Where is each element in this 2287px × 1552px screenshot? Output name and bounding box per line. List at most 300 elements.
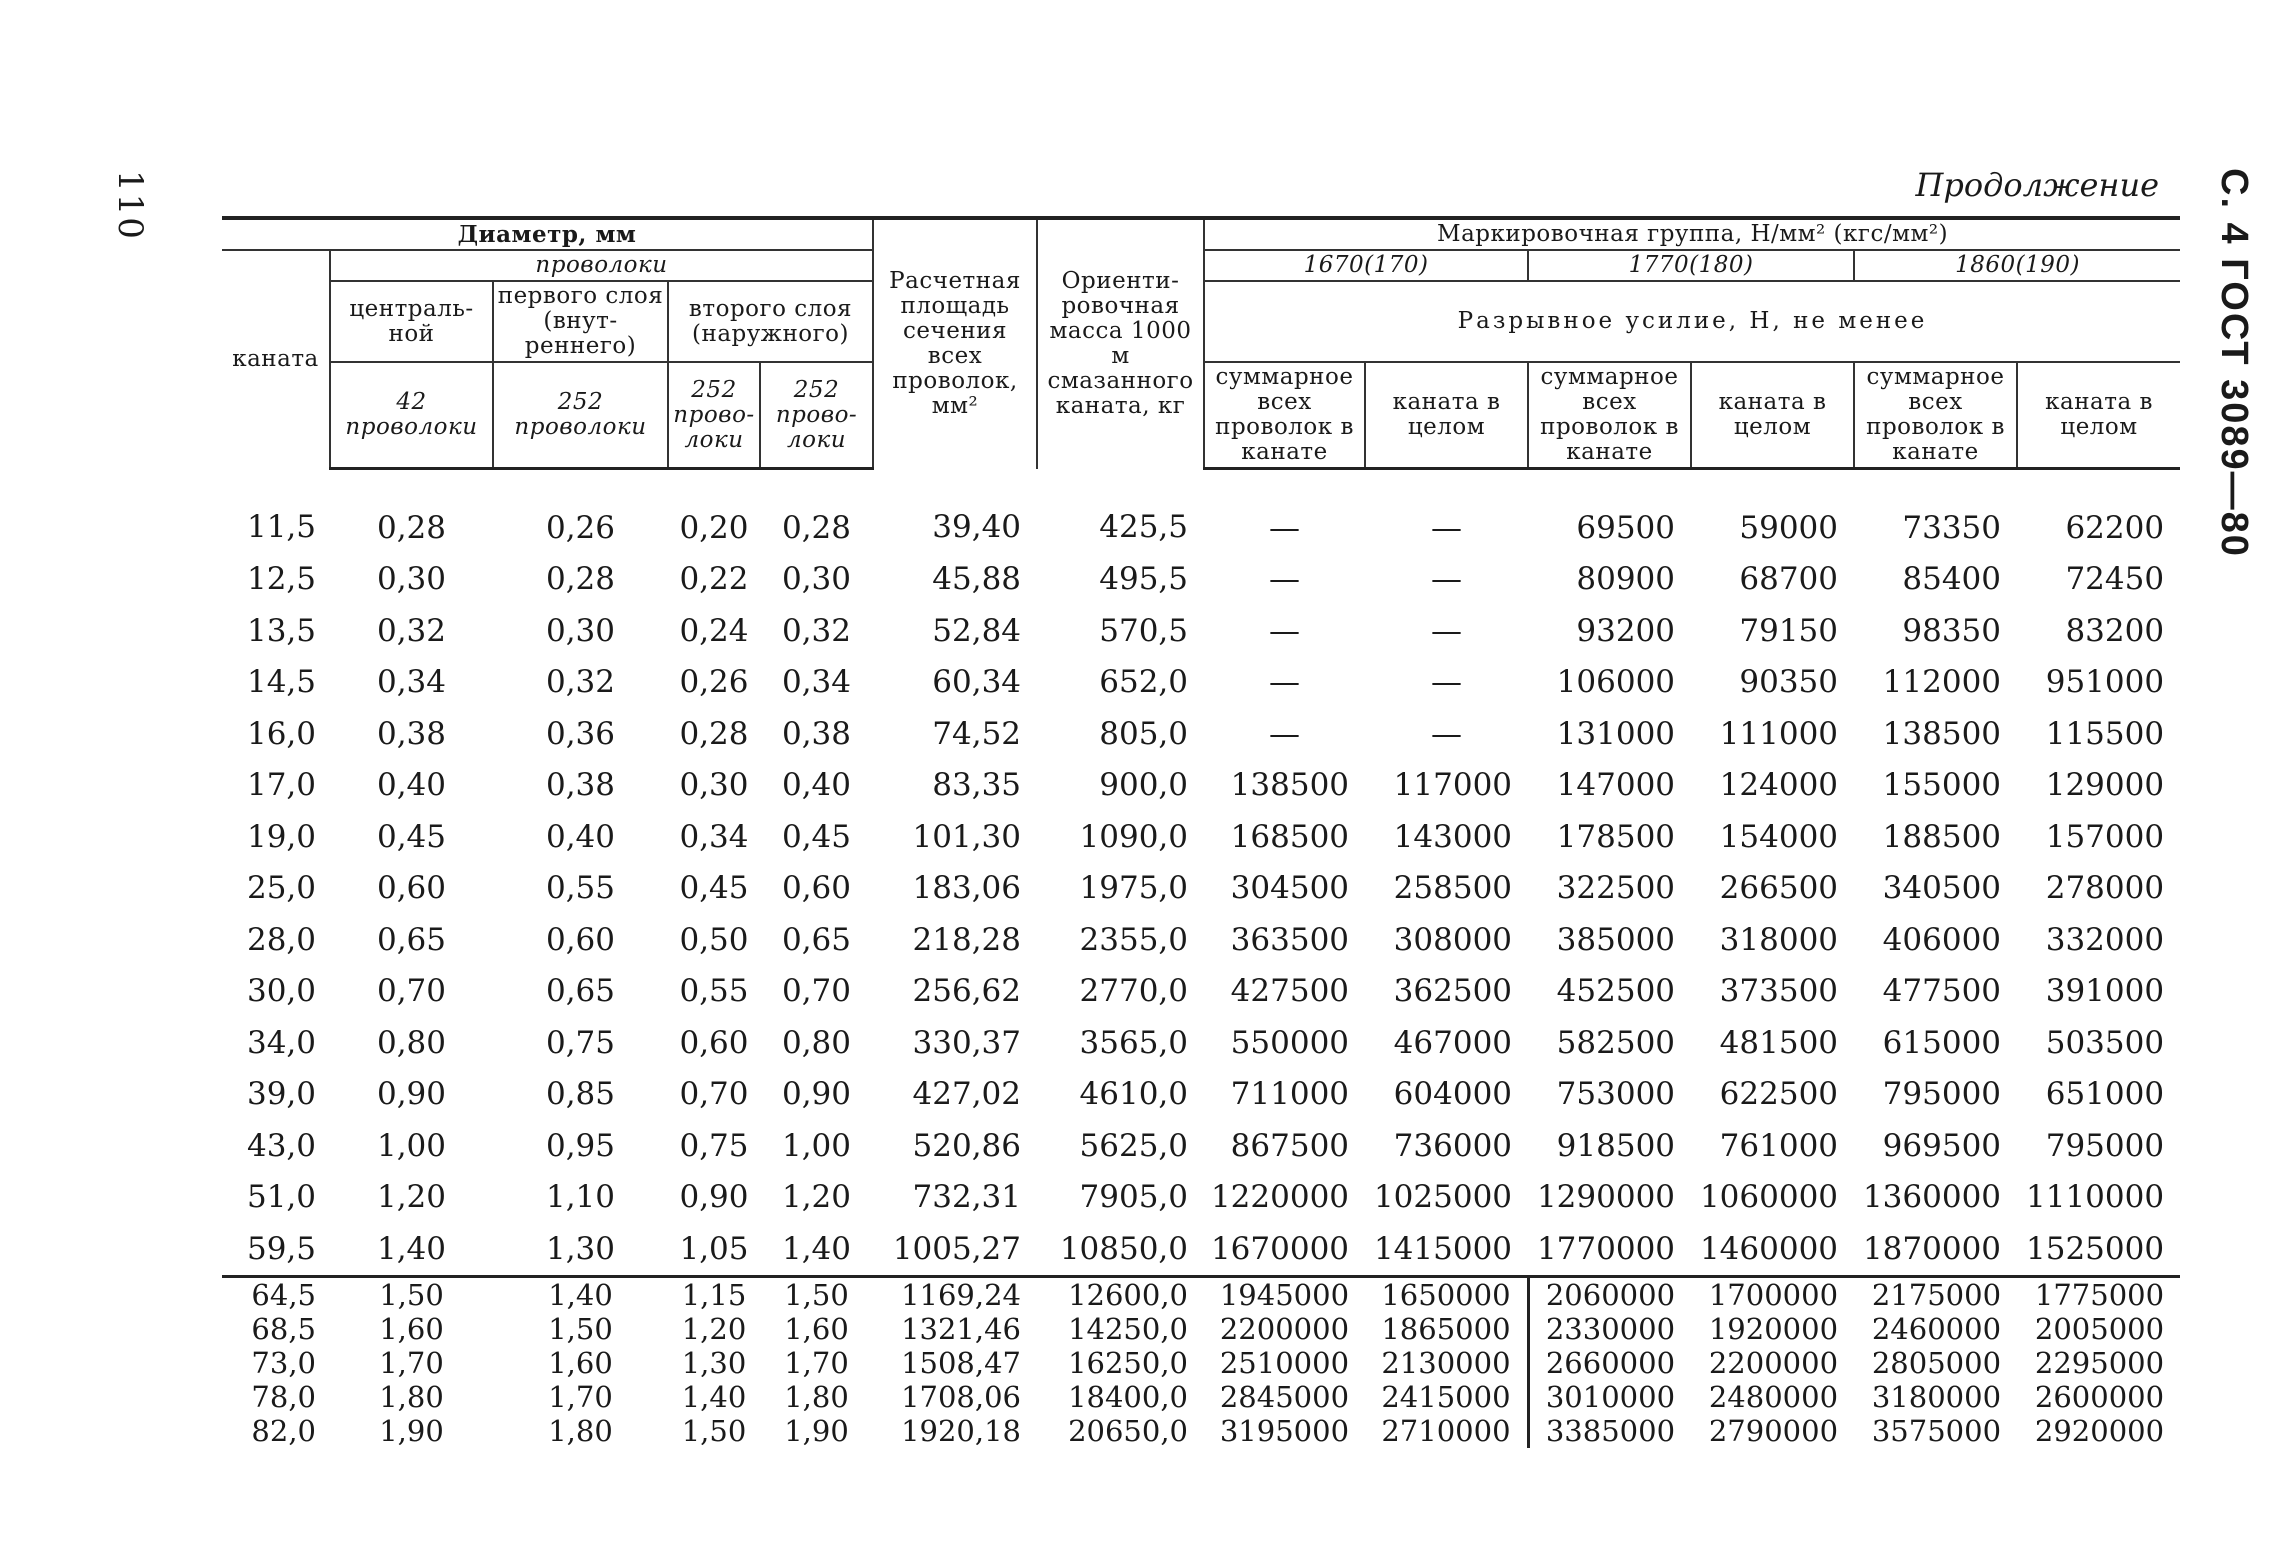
table-cell: 12600,0 <box>1068 1277 1189 1312</box>
table-cell: 1290000 <box>1536 1179 1676 1216</box>
table-cell: 19,0 <box>246 818 316 855</box>
table-cell: 1775000 <box>2034 1277 2165 1312</box>
table-cell: 373500 <box>1719 973 1839 1010</box>
table-cell: 0,75 <box>545 1024 616 1061</box>
table-row <box>222 1276 2180 1312</box>
header-wires-252-a: 252 проволоки <box>493 362 668 469</box>
table-cell: 0,55 <box>679 973 749 1010</box>
header-grade-1670: 1670(170) <box>1204 250 1528 281</box>
table-cell: 2130000 <box>1381 1345 1511 1380</box>
table-cell: 2005000 <box>2034 1311 2165 1346</box>
table-row <box>222 605 2180 657</box>
table-cell: 2920000 <box>2034 1413 2165 1448</box>
table-cell: 183,06 <box>912 870 1022 907</box>
table-cell: 256,62 <box>912 973 1022 1010</box>
table-cell: 0,50 <box>679 921 749 958</box>
table-cell: 1360000 <box>1862 1179 2002 1216</box>
table-cell: 362500 <box>1393 973 1513 1010</box>
table-cell: 2600000 <box>2034 1379 2165 1414</box>
table-row <box>222 469 2180 554</box>
table-cell: 1,20 <box>781 1179 852 1216</box>
table-cell: 1,00 <box>781 1127 852 1164</box>
header-central: централь-ной <box>330 281 493 362</box>
table-cell: 14250,0 <box>1068 1311 1189 1346</box>
table-cell: 62200 <box>2065 509 2165 546</box>
table-cell: 1,40 <box>760 1223 873 1276</box>
table-cell: 59,5 <box>222 1223 330 1276</box>
table-cell: 0,65 <box>545 973 616 1010</box>
table-cell: 34,0 <box>246 1024 316 1061</box>
table-cell: 918500 <box>1556 1127 1676 1164</box>
table-cell: 0,30 <box>781 561 852 598</box>
table-cell: — <box>1431 561 1463 598</box>
table-cell: 2060000 <box>1528 1276 1691 1312</box>
table-cell: 0,40 <box>545 818 616 855</box>
table-cell: 2790000 <box>1708 1413 1839 1448</box>
table-cell: 615000 <box>1882 1024 2002 1061</box>
table-cell: 0,32 <box>545 664 616 701</box>
table-cell: 0,36 <box>545 715 616 752</box>
table-cell: 2295000 <box>2034 1345 2165 1380</box>
table-cell: 0,30 <box>376 561 447 598</box>
table-cell: 115500 <box>2045 715 2165 752</box>
table-cell: 1,70 <box>379 1345 444 1380</box>
table-cell: 0,32 <box>781 612 852 649</box>
header-sum-1770: суммарное всех проволок в канате <box>1528 362 1691 469</box>
table-cell: 1460000 <box>1691 1223 1854 1276</box>
table-cell: 0,40 <box>376 767 447 804</box>
table-cell: 1,90 <box>784 1413 849 1448</box>
table-body <box>222 469 2180 1448</box>
table-cell: 2845000 <box>1219 1379 1350 1414</box>
table-cell: 131000 <box>1556 715 1676 752</box>
table-cell: 112000 <box>1882 664 2002 701</box>
table-cell: 1,50 <box>548 1311 613 1346</box>
table-cell: — <box>1269 561 1301 598</box>
table-cell: 147000 <box>1556 767 1676 804</box>
table-cell: 0,34 <box>376 664 447 701</box>
table-cell: 2460000 <box>1871 1311 2002 1346</box>
table-cell: 18400,0 <box>1068 1379 1189 1414</box>
table-cell: 106000 <box>1556 664 1676 701</box>
header-wires-252-c: 252 прово-локи <box>760 362 873 469</box>
table-cell: 651000 <box>2045 1076 2165 1113</box>
table-cell: 1708,06 <box>901 1379 1022 1414</box>
table-cell: — <box>1269 715 1301 752</box>
table-cell: 73350 <box>1902 509 2002 546</box>
table-cell: — <box>1269 509 1301 546</box>
table-cell: 385000 <box>1556 921 1676 958</box>
table-row <box>222 1414 2180 1448</box>
table-cell: 2355,0 <box>1079 921 1189 958</box>
table-cell: 188500 <box>1882 818 2002 855</box>
table-cell: 16250,0 <box>1068 1345 1189 1380</box>
table-cell: 308000 <box>1393 921 1513 958</box>
table-cell: 340500 <box>1882 870 2002 907</box>
header-mass: Ориенти-ровочная масса 1000 м смазанного каната, кг <box>1037 218 1204 469</box>
table-cell: 111000 <box>1719 715 1839 752</box>
table-cell: 2200000 <box>1708 1345 1839 1380</box>
table-cell: 1,10 <box>545 1179 616 1216</box>
table-cell: 278000 <box>2045 870 2165 907</box>
table-cell: 2200000 <box>1219 1311 1350 1346</box>
table-cell: 0,65 <box>781 921 852 958</box>
table-cell: 753000 <box>1556 1076 1676 1113</box>
table-cell: 1,80 <box>379 1379 444 1414</box>
table-cell: 25,0 <box>246 870 316 907</box>
table-cell: 13,5 <box>246 612 316 649</box>
table-cell: 154000 <box>1719 818 1839 855</box>
table-cell: 3010000 <box>1528 1380 1691 1414</box>
table-cell: 1110000 <box>2026 1179 2165 1216</box>
table-row <box>222 914 2180 966</box>
table-cell: 1,40 <box>681 1379 747 1414</box>
table-cell: 79150 <box>1739 612 1839 649</box>
table-cell: 129000 <box>2045 767 2165 804</box>
table-cell: 138500 <box>1230 767 1350 804</box>
header-whole-1770: каната в целом <box>1691 362 1854 469</box>
header-first-layer: первого слоя (внут-реннего) <box>493 281 668 362</box>
table-cell: 80900 <box>1576 561 1676 598</box>
table-cell: 0,80 <box>376 1024 447 1061</box>
table-cell: 0,85 <box>545 1076 616 1113</box>
table-cell: 83,35 <box>932 767 1022 804</box>
table-cell: 0,34 <box>679 818 749 855</box>
table-cell: 1005,27 <box>873 1223 1037 1276</box>
header-grade-1770: 1770(180) <box>1528 250 1854 281</box>
table-cell: 1,20 <box>681 1311 747 1346</box>
table-row <box>222 1223 2180 1276</box>
table-cell: 1321,46 <box>901 1311 1022 1346</box>
table-cell: 622500 <box>1719 1076 1839 1113</box>
table-cell: 0,95 <box>545 1127 616 1164</box>
header-rope: каната <box>232 346 319 373</box>
table-cell: 78,0 <box>251 1379 316 1414</box>
table-cell: 652,0 <box>1099 664 1189 701</box>
table-cell: 3385000 <box>1528 1414 1691 1448</box>
table-cell: 570,5 <box>1099 612 1189 649</box>
table-cell: 157000 <box>2045 818 2165 855</box>
table-cell: 2175000 <box>1871 1277 2002 1312</box>
table-cell: — <box>1431 664 1463 701</box>
table-cell: 64,5 <box>251 1277 316 1312</box>
table-cell: 1,70 <box>784 1345 849 1380</box>
table-cell: 1,50 <box>681 1413 747 1448</box>
table-cell: 1508,47 <box>901 1345 1022 1380</box>
table-cell: 258500 <box>1393 870 1513 907</box>
header-area: Расчетная площадь сечения всех проволок, мм² <box>873 218 1037 469</box>
table-cell: 363500 <box>1230 921 1350 958</box>
table-cell: 28,0 <box>246 921 316 958</box>
table-cell: 0,90 <box>376 1076 447 1113</box>
table-cell: 495,5 <box>1099 561 1189 598</box>
table-row <box>222 1172 2180 1224</box>
table-cell: 0,26 <box>679 664 749 701</box>
table-cell: 14,5 <box>246 664 316 701</box>
table-cell: 0,65 <box>376 921 447 958</box>
table-cell: 2770,0 <box>1079 973 1189 1010</box>
table-cell: 101,30 <box>912 818 1022 855</box>
header-wires-252-b: 252 прово-локи <box>668 362 760 469</box>
table-cell: 60,34 <box>932 664 1022 701</box>
table-cell: 2415000 <box>1381 1379 1511 1414</box>
table-row <box>222 811 2180 863</box>
table-cell: 0,24 <box>679 612 749 649</box>
table-row <box>222 863 2180 915</box>
table-cell: 761000 <box>1719 1127 1839 1164</box>
table-cell: 98350 <box>1902 612 2002 649</box>
table-cell: 83200 <box>2065 612 2165 649</box>
table-cell: 11,5 <box>246 509 316 545</box>
table-cell: 1650000 <box>1381 1277 1511 1312</box>
table-cell: 0,80 <box>781 1024 852 1061</box>
table-cell: 1,50 <box>784 1277 849 1312</box>
header-grade-1860: 1860(190) <box>1854 250 2180 281</box>
table-cell: 1,80 <box>784 1379 849 1414</box>
table-cell: 1415000 <box>1365 1223 1528 1276</box>
table-cell: 1,50 <box>379 1277 444 1312</box>
table-cell: 0,45 <box>376 818 447 855</box>
table-cell: 72450 <box>2065 561 2165 598</box>
table-cell: 867500 <box>1230 1127 1350 1164</box>
table-cell: 481500 <box>1719 1024 1839 1061</box>
table-cell: 1945000 <box>1219 1277 1350 1312</box>
table-cell: 406000 <box>1882 921 2002 958</box>
table-cell: 0,34 <box>781 664 852 701</box>
table-cell: 0,22 <box>679 561 749 598</box>
table-cell: 1,60 <box>379 1311 444 1346</box>
table-cell: 0,28 <box>679 715 749 752</box>
table-cell: 318000 <box>1719 921 1839 958</box>
table-cell: 52,84 <box>932 612 1022 649</box>
table-cell: 143000 <box>1393 818 1513 855</box>
table-row <box>222 1346 2180 1380</box>
page-number: 110 <box>110 170 150 241</box>
table-row <box>222 708 2180 760</box>
table-row <box>222 760 2180 812</box>
table-cell: 85400 <box>1902 561 2002 598</box>
table-cell: 1,20 <box>376 1179 447 1216</box>
header-diameter: Диаметр, мм <box>222 218 873 250</box>
table-cell: 16,0 <box>246 715 316 752</box>
table-cell: 7905,0 <box>1079 1179 1189 1216</box>
header-whole-1860: каната в целом <box>2017 362 2180 469</box>
table-cell: 604000 <box>1393 1076 1513 1113</box>
table-cell: 0,70 <box>781 973 852 1010</box>
table-cell: 805,0 <box>1099 715 1189 752</box>
table-cell: 1,90 <box>379 1413 444 1448</box>
table-cell: 2510000 <box>1219 1345 1350 1380</box>
table-row <box>222 657 2180 709</box>
table-cell: 39,40 <box>932 509 1022 545</box>
table-cell: 0,45 <box>781 818 852 855</box>
table-cell: 1770000 <box>1528 1223 1691 1276</box>
table-cell: 0,30 <box>679 767 749 804</box>
table-cell: 1,30 <box>681 1345 747 1380</box>
table-cell: 477500 <box>1882 973 2002 1010</box>
table-cell: 322500 <box>1556 870 1676 907</box>
table-cell: 795000 <box>2045 1127 2165 1164</box>
table-cell: 2660000 <box>1528 1346 1691 1380</box>
table-cell: 1700000 <box>1708 1277 1839 1312</box>
table-cell: 0,60 <box>781 870 852 907</box>
table-row <box>222 1380 2180 1414</box>
table-cell: 1,30 <box>493 1223 668 1276</box>
table-cell: 0,28 <box>545 561 616 598</box>
table-cell: 425,5 <box>1099 509 1189 545</box>
table-cell: 520,86 <box>912 1127 1022 1164</box>
table-cell: 1920,18 <box>901 1413 1022 1448</box>
table-cell: 68700 <box>1739 561 1839 598</box>
table-cell: 0,32 <box>376 612 447 649</box>
document-side-title: С. 4 ГОСТ 3089—80 <box>2213 168 2255 558</box>
table-cell: 10850,0 <box>1037 1223 1204 1276</box>
table-cell: 1,60 <box>548 1345 613 1380</box>
header-sum-1670: суммарное всех проволок в канате <box>1204 362 1365 469</box>
table-cell: 2330000 <box>1528 1312 1691 1346</box>
table-cell: 0,70 <box>679 1076 749 1113</box>
header-breaking-force: Разрывное усилие, Н, не менее <box>1204 281 2180 362</box>
table-cell: 17,0 <box>246 767 316 804</box>
table-cell: 59000 <box>1739 509 1839 546</box>
table-cell: 138500 <box>1882 715 2002 752</box>
header-sum-1860: суммарное всех проволок в канате <box>1854 362 2017 469</box>
table-cell: 1,80 <box>548 1413 613 1448</box>
table-cell: 68,5 <box>251 1311 316 1346</box>
table-cell: 0,70 <box>376 973 447 1010</box>
table-cell: 0,55 <box>545 870 616 907</box>
table-cell: 795000 <box>1882 1076 2002 1113</box>
table-cell: 1,60 <box>784 1311 849 1346</box>
table-cell: 3195000 <box>1219 1413 1350 1448</box>
table-cell: 2710000 <box>1381 1413 1511 1448</box>
table-cell: — <box>1269 664 1301 701</box>
table-cell: 1865000 <box>1381 1311 1511 1346</box>
table-cell: 1,05 <box>668 1223 760 1276</box>
table-cell: 82,0 <box>251 1413 316 1448</box>
table-cell: 90350 <box>1739 664 1839 701</box>
table-cell: 503500 <box>2045 1024 2165 1061</box>
table-cell: 45,88 <box>932 561 1022 598</box>
table-cell: 1670000 <box>1204 1223 1365 1276</box>
table-cell: 1870000 <box>1854 1223 2017 1276</box>
table-row <box>222 1017 2180 1069</box>
table-cell: 969500 <box>1882 1127 2002 1164</box>
table-cell: — <box>1431 715 1463 752</box>
table-cell: 0,40 <box>781 767 852 804</box>
table-cell: 1169,24 <box>901 1277 1022 1312</box>
table-cell: 0,90 <box>679 1179 749 1216</box>
table-cell: 1025000 <box>1373 1179 1513 1216</box>
table-cell: 1,00 <box>376 1127 447 1164</box>
table-cell: 1060000 <box>1699 1179 1839 1216</box>
table-cell: 1,40 <box>330 1223 493 1276</box>
table-cell: 5625,0 <box>1079 1127 1189 1164</box>
table-cell: 4610,0 <box>1079 1076 1189 1113</box>
table-cell: 1,70 <box>548 1379 613 1414</box>
table-cell: 427500 <box>1230 973 1350 1010</box>
table-cell: — <box>1431 509 1463 546</box>
table-cell: 73,0 <box>251 1345 316 1380</box>
table-cell: 0,28 <box>376 509 447 546</box>
table-row <box>222 554 2180 606</box>
table-cell: 304500 <box>1230 870 1350 907</box>
table-cell: 1975,0 <box>1079 870 1189 907</box>
table-cell: 330,37 <box>912 1024 1022 1061</box>
table-cell: 1,40 <box>548 1277 613 1312</box>
table-row <box>222 1312 2180 1346</box>
table-cell: 467000 <box>1393 1024 1513 1061</box>
table-row <box>222 1120 2180 1172</box>
header-wires-42: 42 проволоки <box>330 362 493 469</box>
table-cell: 155000 <box>1882 767 2002 804</box>
table-cell: 1090,0 <box>1079 818 1189 855</box>
table-cell: 117000 <box>1393 767 1513 804</box>
table-cell: 1920000 <box>1708 1311 1839 1346</box>
continuation-label: Продолжение <box>1915 166 2159 204</box>
table-cell: 0,60 <box>376 870 447 907</box>
rope-parameters-table <box>222 216 2180 1448</box>
table-cell: 1220000 <box>1210 1179 1350 1216</box>
table-cell: 452500 <box>1556 973 1676 1010</box>
table-cell: 0,38 <box>781 715 852 752</box>
table-cell: 0,28 <box>781 509 852 546</box>
table-cell: 0,20 <box>679 509 749 546</box>
table-cell: 39,0 <box>246 1076 316 1113</box>
table-cell: 2805000 <box>1871 1345 2002 1380</box>
header-grade: Маркировочная группа, Н/мм² (кгс/мм²) <box>1204 218 2180 250</box>
table-cell: 168500 <box>1230 818 1350 855</box>
table-cell: 0,30 <box>545 612 616 649</box>
table-cell: 736000 <box>1393 1127 1513 1164</box>
table-cell: — <box>1431 612 1463 649</box>
header-wires: проволоки <box>330 250 873 281</box>
table-cell: 20650,0 <box>1068 1413 1189 1448</box>
table-cell: 3180000 <box>1871 1379 2002 1414</box>
table-cell: 1525000 <box>2017 1223 2180 1276</box>
table-cell: 30,0 <box>246 973 316 1010</box>
table-cell: 3565,0 <box>1079 1024 1189 1061</box>
table-cell: 0,45 <box>679 870 749 907</box>
table-cell: 12,5 <box>246 561 316 598</box>
table-cell: — <box>1269 612 1301 649</box>
table-cell: 732,31 <box>912 1179 1022 1216</box>
table-cell: 43,0 <box>246 1127 316 1164</box>
table-cell: 0,60 <box>545 921 616 958</box>
table-cell: 0,38 <box>376 715 447 752</box>
table-row <box>222 966 2180 1018</box>
header-second-layer: второго слоя (наружного) <box>668 281 873 362</box>
table-cell: 266500 <box>1719 870 1839 907</box>
table-cell: 51,0 <box>246 1179 316 1216</box>
table-cell: 2480000 <box>1708 1379 1839 1414</box>
table-row <box>222 1069 2180 1121</box>
table-cell: 332000 <box>2045 921 2165 958</box>
table-cell: 218,28 <box>912 921 1022 958</box>
table-cell: 900,0 <box>1099 767 1189 804</box>
table-cell: 391000 <box>2045 973 2165 1010</box>
table-cell: 178500 <box>1556 818 1676 855</box>
table-cell: 0,38 <box>545 767 616 804</box>
table-cell: 0,26 <box>545 509 616 546</box>
table-cell: 1,15 <box>681 1277 747 1312</box>
table-cell: 0,60 <box>679 1024 749 1061</box>
table-cell: 0,90 <box>781 1076 852 1113</box>
table-cell: 711000 <box>1230 1076 1350 1113</box>
table-cell: 582500 <box>1556 1024 1676 1061</box>
table-cell: 0,75 <box>679 1127 749 1164</box>
table-cell: 550000 <box>1230 1024 1350 1061</box>
